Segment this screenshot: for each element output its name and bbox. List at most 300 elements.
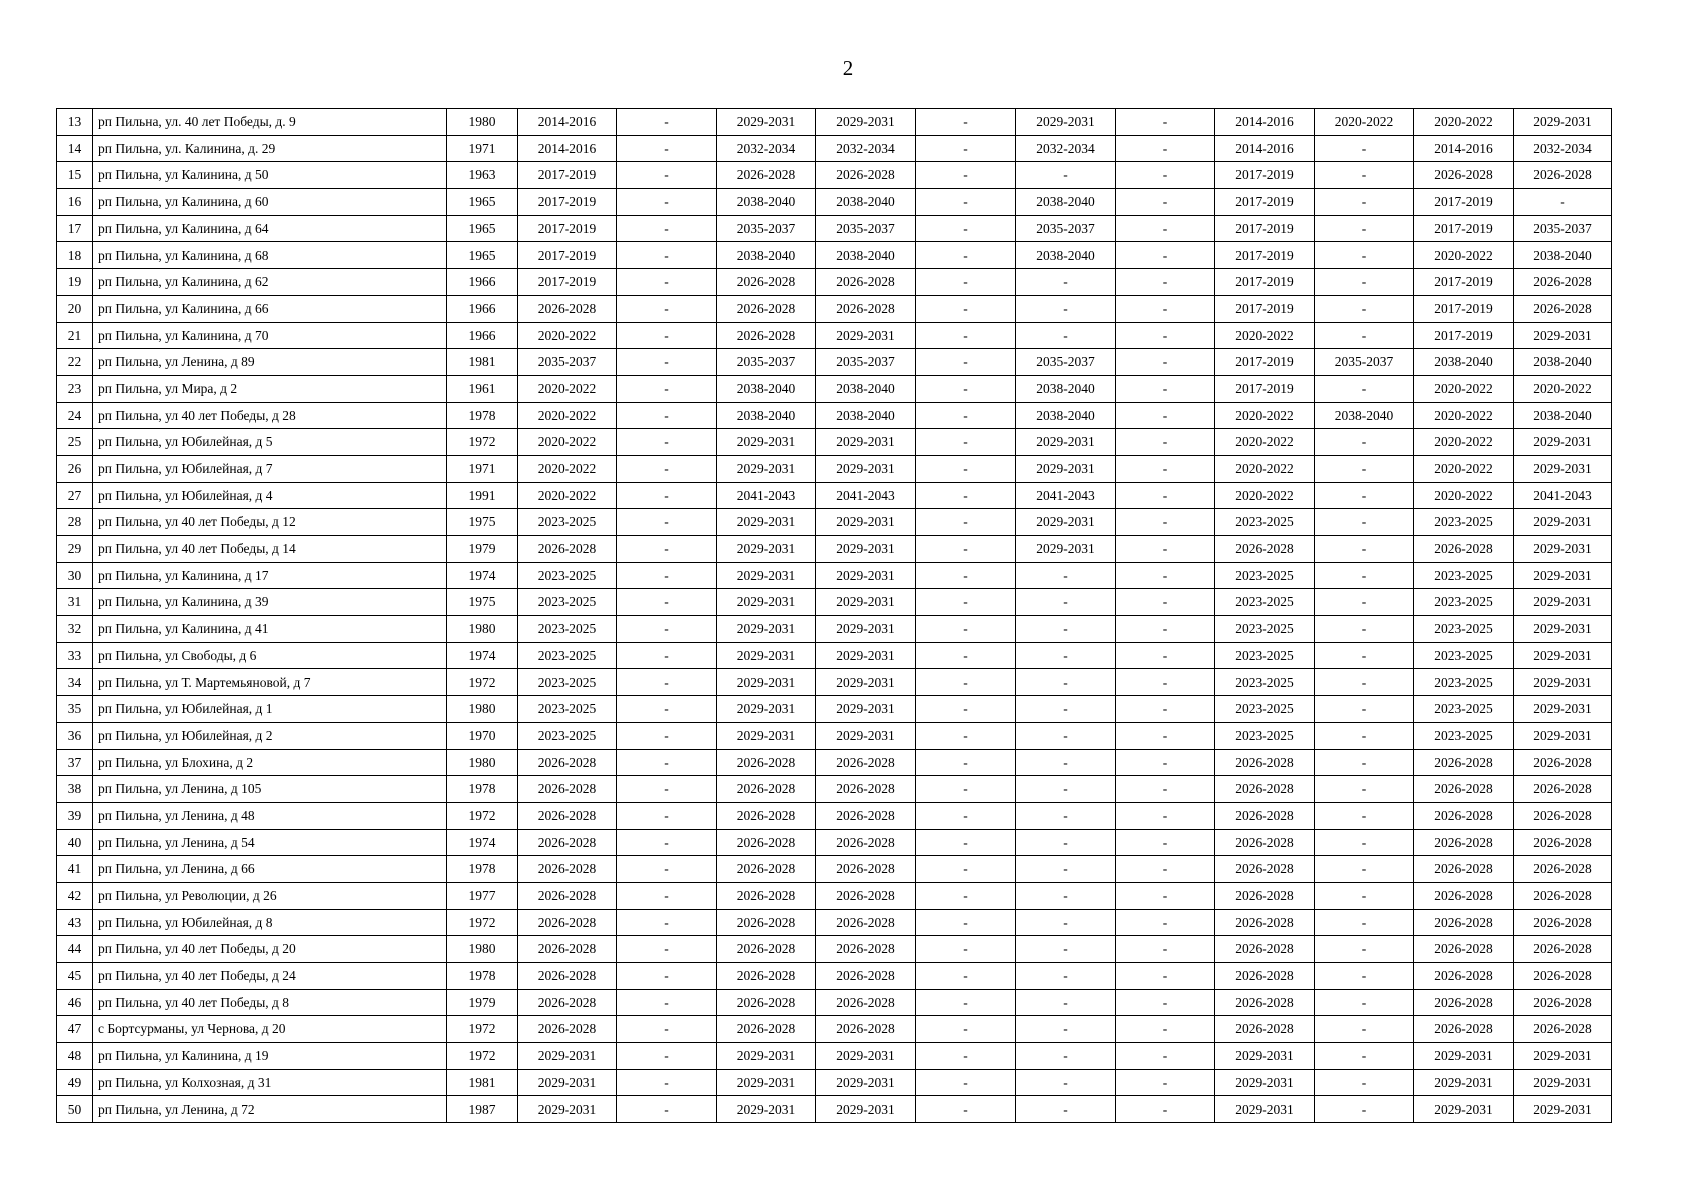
repair-period-cell: - <box>916 402 1016 429</box>
repair-period-cell: - <box>916 189 1016 216</box>
repair-period-cell: 2026-2028 <box>518 536 617 563</box>
repair-period-cell: 2026-2028 <box>1215 856 1315 883</box>
year-built-cell: 1963 <box>447 162 518 189</box>
repair-period-cell: - <box>916 1043 1016 1070</box>
repair-period-cell: 2026-2028 <box>816 856 916 883</box>
table-row <box>57 269 1612 296</box>
repair-period-cell: - <box>1116 642 1215 669</box>
repair-period-cell: 2023-2025 <box>518 696 617 723</box>
year-built-cell: 1975 <box>447 589 518 616</box>
row-number-cell: 35 <box>57 696 93 723</box>
row-number-cell: 19 <box>57 269 93 296</box>
table-row <box>57 295 1612 322</box>
repair-period-cell: - <box>1315 509 1414 536</box>
repair-period-cell: - <box>1116 562 1215 589</box>
repair-period-cell: 2017-2019 <box>1414 322 1514 349</box>
repair-period-cell: 2026-2028 <box>717 856 816 883</box>
table-row <box>57 562 1612 589</box>
row-number-cell: 38 <box>57 776 93 803</box>
repair-period-cell: 2026-2028 <box>518 776 617 803</box>
repair-period-cell: 2026-2028 <box>518 1016 617 1043</box>
year-built-cell: 1970 <box>447 722 518 749</box>
repair-period-cell: 2029-2031 <box>518 1069 617 1096</box>
repair-period-cell: - <box>1315 882 1414 909</box>
repair-period-cell: 2041-2043 <box>1016 482 1116 509</box>
repair-period-cell: 2029-2031 <box>1414 1069 1514 1096</box>
repair-period-cell: 2023-2025 <box>1414 642 1514 669</box>
repair-period-cell: 2035-2037 <box>1315 349 1414 376</box>
repair-period-cell: 2026-2028 <box>1215 776 1315 803</box>
repair-period-cell: - <box>617 1016 717 1043</box>
year-built-cell: 1978 <box>447 402 518 429</box>
repair-period-cell: - <box>1116 242 1215 269</box>
repair-period-cell: 2029-2031 <box>816 669 916 696</box>
repair-period-cell: - <box>1016 269 1116 296</box>
repair-period-cell: 2026-2028 <box>816 162 916 189</box>
repair-period-cell: - <box>617 856 717 883</box>
table-row <box>57 375 1612 402</box>
row-number-cell: 41 <box>57 856 93 883</box>
address-cell: рп Пильна, ул Мира, д 2 <box>93 375 447 402</box>
repair-period-cell: 2017-2019 <box>518 215 617 242</box>
repair-period-cell: - <box>916 349 1016 376</box>
year-built-cell: 1981 <box>447 349 518 376</box>
row-number-cell: 27 <box>57 482 93 509</box>
table-row <box>57 189 1612 216</box>
repair-period-cell: 2026-2028 <box>1514 856 1612 883</box>
table-row <box>57 1096 1612 1123</box>
repair-period-cell: 2029-2031 <box>816 722 916 749</box>
address-cell: рп Пильна, ул Юбилейная, д 4 <box>93 482 447 509</box>
table-row <box>57 536 1612 563</box>
repair-period-cell: - <box>1016 669 1116 696</box>
repair-period-cell: 2029-2031 <box>1414 1096 1514 1123</box>
table-row <box>57 429 1612 456</box>
repair-period-cell: 2026-2028 <box>717 749 816 776</box>
table-row <box>57 882 1612 909</box>
repair-period-cell: 2029-2031 <box>816 642 916 669</box>
repair-period-cell: - <box>617 536 717 563</box>
address-cell: рп Пильна, ул Ленина, д 66 <box>93 856 447 883</box>
repair-period-cell: 2026-2028 <box>717 882 816 909</box>
repair-period-cell: 2017-2019 <box>1215 189 1315 216</box>
repair-period-cell: - <box>1116 589 1215 616</box>
repair-period-cell: 2029-2031 <box>717 1069 816 1096</box>
repair-period-cell: - <box>617 135 717 162</box>
repair-period-cell: 2020-2022 <box>518 455 617 482</box>
repair-period-cell: - <box>916 669 1016 696</box>
address-cell: рп Пильна, ул Калинина, д 19 <box>93 1043 447 1070</box>
repair-period-cell: 2029-2031 <box>717 429 816 456</box>
repair-period-cell: 2026-2028 <box>816 776 916 803</box>
repair-period-cell: 2026-2028 <box>1414 882 1514 909</box>
repair-period-cell: 2029-2031 <box>1514 669 1612 696</box>
repair-period-cell: 2026-2028 <box>1414 1016 1514 1043</box>
repair-period-cell: 2023-2025 <box>518 642 617 669</box>
repair-period-cell: 2029-2031 <box>816 589 916 616</box>
repair-period-cell: 2032-2034 <box>1016 135 1116 162</box>
repair-period-cell: - <box>916 322 1016 349</box>
repair-period-cell: 2029-2031 <box>816 696 916 723</box>
repair-period-cell: - <box>617 455 717 482</box>
repair-period-cell: - <box>1116 402 1215 429</box>
repair-period-cell: 2026-2028 <box>717 989 816 1016</box>
repair-period-cell: 2026-2028 <box>717 322 816 349</box>
repair-period-cell: - <box>617 109 717 136</box>
repair-period-cell: 2035-2037 <box>1514 215 1612 242</box>
repair-period-cell: - <box>916 1096 1016 1123</box>
repair-period-cell: 2026-2028 <box>1414 856 1514 883</box>
year-built-cell: 1980 <box>447 936 518 963</box>
row-number-cell: 32 <box>57 616 93 643</box>
repair-period-cell: - <box>1116 1096 1215 1123</box>
repair-period-cell: - <box>1016 882 1116 909</box>
repair-period-cell: 2023-2025 <box>518 669 617 696</box>
repair-period-cell: 2017-2019 <box>518 189 617 216</box>
year-built-cell: 1980 <box>447 109 518 136</box>
repair-period-cell: - <box>617 989 717 1016</box>
repair-period-cell: 2026-2028 <box>518 829 617 856</box>
repair-period-cell: - <box>617 616 717 643</box>
table-row <box>57 749 1612 776</box>
repair-period-cell: 2035-2037 <box>717 215 816 242</box>
repair-period-cell: 2029-2031 <box>1016 429 1116 456</box>
repair-period-cell: - <box>617 429 717 456</box>
address-cell: рп Пильна, ул 40 лет Победы, д 28 <box>93 402 447 429</box>
year-built-cell: 1987 <box>447 1096 518 1123</box>
address-cell: рп Пильна, ул. 40 лет Победы, д. 9 <box>93 109 447 136</box>
row-number-cell: 37 <box>57 749 93 776</box>
repair-period-cell: - <box>617 215 717 242</box>
repair-period-cell: 2017-2019 <box>1215 295 1315 322</box>
repair-period-cell: - <box>1315 616 1414 643</box>
repair-period-cell: 2041-2043 <box>1514 482 1612 509</box>
row-number-cell: 23 <box>57 375 93 402</box>
repair-period-cell: 2026-2028 <box>717 909 816 936</box>
year-built-cell: 1975 <box>447 509 518 536</box>
repair-period-cell: 2035-2037 <box>518 349 617 376</box>
repair-period-cell: 2026-2028 <box>1514 936 1612 963</box>
repair-period-cell: 2029-2031 <box>1514 1096 1612 1123</box>
repair-period-cell: 2026-2028 <box>1215 829 1315 856</box>
repair-period-cell: - <box>1315 482 1414 509</box>
repair-period-cell: - <box>1315 536 1414 563</box>
repair-period-cell: 2020-2022 <box>1414 402 1514 429</box>
repair-period-cell: - <box>617 482 717 509</box>
year-built-cell: 1980 <box>447 749 518 776</box>
repair-period-cell: - <box>916 856 1016 883</box>
repair-period-cell: - <box>916 295 1016 322</box>
repair-period-cell: 2014-2016 <box>1414 135 1514 162</box>
repair-period-cell: 2017-2019 <box>518 242 617 269</box>
repair-period-cell: 2029-2031 <box>717 562 816 589</box>
repair-period-cell: - <box>1116 963 1215 990</box>
page-number: 2 <box>842 56 854 80</box>
repair-period-cell: 2029-2031 <box>1215 1096 1315 1123</box>
address-cell: рп Пильна, ул Калинина, д 68 <box>93 242 447 269</box>
address-cell: рп Пильна, ул Калинина, д 64 <box>93 215 447 242</box>
repair-period-cell: - <box>1116 776 1215 803</box>
repair-period-cell: - <box>1016 802 1116 829</box>
row-number-cell: 21 <box>57 322 93 349</box>
row-number-cell: 48 <box>57 1043 93 1070</box>
row-number-cell: 17 <box>57 215 93 242</box>
repair-period-cell: - <box>916 696 1016 723</box>
year-built-cell: 1971 <box>447 135 518 162</box>
repair-period-cell: 2029-2031 <box>816 429 916 456</box>
repair-period-cell: 2029-2031 <box>1514 696 1612 723</box>
repair-period-cell: - <box>1016 1016 1116 1043</box>
table-row <box>57 829 1612 856</box>
address-cell: рп Пильна, ул 40 лет Победы, д 20 <box>93 936 447 963</box>
repair-period-cell: 2017-2019 <box>1414 189 1514 216</box>
repair-period-cell: 2038-2040 <box>1315 402 1414 429</box>
address-cell: рп Пильна, ул Калинина, д 70 <box>93 322 447 349</box>
row-number-cell: 28 <box>57 509 93 536</box>
repair-period-cell: 2026-2028 <box>518 802 617 829</box>
table-row <box>57 936 1612 963</box>
repair-period-cell: - <box>617 162 717 189</box>
repair-period-cell: 2017-2019 <box>1414 295 1514 322</box>
repair-period-cell: - <box>1315 909 1414 936</box>
repair-period-cell: - <box>617 509 717 536</box>
repair-period-cell: - <box>1116 429 1215 456</box>
address-cell: рп Пильна, ул Калинина, д 60 <box>93 189 447 216</box>
address-cell: рп Пильна, ул Юбилейная, д 1 <box>93 696 447 723</box>
repair-period-cell: 2029-2031 <box>816 1043 916 1070</box>
repair-period-cell: 2029-2031 <box>1514 1043 1612 1070</box>
table-row <box>57 1069 1612 1096</box>
repair-period-cell: - <box>1116 909 1215 936</box>
repair-period-cell: 2023-2025 <box>1215 696 1315 723</box>
repair-period-cell: 2029-2031 <box>1514 616 1612 643</box>
repair-period-cell: 2023-2025 <box>1215 562 1315 589</box>
repair-period-cell: - <box>617 749 717 776</box>
address-cell: рп Пильна, ул 40 лет Победы, д 24 <box>93 963 447 990</box>
repair-period-cell: 2026-2028 <box>1414 909 1514 936</box>
repair-period-cell: 2023-2025 <box>518 562 617 589</box>
repair-period-cell: 2026-2028 <box>1414 749 1514 776</box>
repair-period-cell: 2038-2040 <box>1016 242 1116 269</box>
repair-period-cell: - <box>916 242 1016 269</box>
repair-period-cell: 2041-2043 <box>816 482 916 509</box>
row-number-cell: 20 <box>57 295 93 322</box>
repair-period-cell: 2026-2028 <box>717 269 816 296</box>
repair-period-cell: 2026-2028 <box>1514 295 1612 322</box>
table-row <box>57 722 1612 749</box>
repair-period-cell: 2023-2025 <box>518 509 617 536</box>
repair-period-cell: 2023-2025 <box>1414 616 1514 643</box>
repair-period-cell: - <box>1116 1069 1215 1096</box>
repair-period-cell: 2023-2025 <box>1215 616 1315 643</box>
repair-period-cell: 2026-2028 <box>1514 802 1612 829</box>
repair-period-cell: - <box>916 482 1016 509</box>
repair-period-cell: - <box>1116 536 1215 563</box>
repair-period-cell: - <box>1016 696 1116 723</box>
year-built-cell: 1974 <box>447 642 518 669</box>
year-built-cell: 1978 <box>447 856 518 883</box>
repair-period-cell: 2023-2025 <box>1215 722 1315 749</box>
repair-period-cell: - <box>1016 322 1116 349</box>
repair-period-cell: 2020-2022 <box>1414 455 1514 482</box>
row-number-cell: 46 <box>57 989 93 1016</box>
repair-period-cell: - <box>1016 589 1116 616</box>
repair-period-cell: 2026-2028 <box>1215 802 1315 829</box>
repair-period-cell: 2026-2028 <box>1514 269 1612 296</box>
repair-period-cell: 2020-2022 <box>1514 375 1612 402</box>
table-row <box>57 802 1612 829</box>
row-number-cell: 47 <box>57 1016 93 1043</box>
repair-period-cell: 2017-2019 <box>1414 269 1514 296</box>
year-built-cell: 1974 <box>447 829 518 856</box>
row-number-cell: 26 <box>57 455 93 482</box>
repair-period-cell: 2029-2031 <box>1514 536 1612 563</box>
table-row <box>57 989 1612 1016</box>
repair-period-cell: 2023-2025 <box>1215 509 1315 536</box>
repair-period-cell: - <box>916 375 1016 402</box>
repair-period-cell: - <box>1315 375 1414 402</box>
repair-period-cell: 2026-2028 <box>816 909 916 936</box>
repair-period-cell: 2023-2025 <box>1215 642 1315 669</box>
repair-period-cell: - <box>1315 295 1414 322</box>
repair-period-cell: 2026-2028 <box>1414 802 1514 829</box>
repair-period-cell: - <box>1116 322 1215 349</box>
year-built-cell: 1980 <box>447 696 518 723</box>
repair-period-cell: 2020-2022 <box>1215 402 1315 429</box>
repair-period-cell: - <box>916 269 1016 296</box>
repair-period-cell: - <box>617 189 717 216</box>
repair-period-cell: - <box>916 909 1016 936</box>
row-number-cell: 45 <box>57 963 93 990</box>
repair-period-cell: 2017-2019 <box>1215 215 1315 242</box>
repair-period-cell: 2029-2031 <box>1514 722 1612 749</box>
repair-period-cell: - <box>1315 322 1414 349</box>
repair-period-cell: - <box>1315 989 1414 1016</box>
row-number-cell: 39 <box>57 802 93 829</box>
repair-period-cell: - <box>916 135 1016 162</box>
repair-period-cell: - <box>1315 215 1414 242</box>
year-built-cell: 1972 <box>447 802 518 829</box>
repair-period-cell: 2017-2019 <box>1215 349 1315 376</box>
repair-period-cell: 2029-2031 <box>816 616 916 643</box>
repair-period-cell: - <box>916 963 1016 990</box>
year-built-cell: 1966 <box>447 295 518 322</box>
housing-repair-schedule-table <box>56 108 1612 1123</box>
repair-period-cell: - <box>1315 242 1414 269</box>
repair-period-cell: 2023-2025 <box>1414 589 1514 616</box>
table-row <box>57 616 1612 643</box>
address-cell: рп Пильна, ул 40 лет Победы, д 12 <box>93 509 447 536</box>
repair-period-cell: 2029-2031 <box>816 536 916 563</box>
repair-period-cell: - <box>1116 802 1215 829</box>
table-row <box>57 349 1612 376</box>
repair-period-cell: 2026-2028 <box>717 162 816 189</box>
row-number-cell: 43 <box>57 909 93 936</box>
table-row <box>57 1016 1612 1043</box>
repair-period-cell: 2035-2037 <box>816 349 916 376</box>
repair-period-cell: - <box>1315 936 1414 963</box>
repair-period-cell: - <box>916 1016 1016 1043</box>
repair-period-cell: 2038-2040 <box>1016 402 1116 429</box>
repair-period-cell: 2026-2028 <box>1215 989 1315 1016</box>
repair-period-cell: 2026-2028 <box>717 829 816 856</box>
repair-period-cell: - <box>1315 189 1414 216</box>
repair-period-cell: 2029-2031 <box>1016 509 1116 536</box>
year-built-cell: 1971 <box>447 455 518 482</box>
repair-period-cell: 2026-2028 <box>816 829 916 856</box>
repair-period-cell: - <box>617 776 717 803</box>
repair-period-cell: - <box>1116 722 1215 749</box>
repair-period-cell: - <box>1315 669 1414 696</box>
year-built-cell: 1972 <box>447 1016 518 1043</box>
repair-period-cell: - <box>916 882 1016 909</box>
row-number-cell: 42 <box>57 882 93 909</box>
row-number-cell: 30 <box>57 562 93 589</box>
repair-period-cell: 2026-2028 <box>816 989 916 1016</box>
repair-period-cell: 2026-2028 <box>518 963 617 990</box>
repair-period-cell: - <box>1016 295 1116 322</box>
address-cell: рп Пильна, ул. Калинина, д. 29 <box>93 135 447 162</box>
repair-period-cell: - <box>1116 882 1215 909</box>
repair-period-cell: 2026-2028 <box>518 749 617 776</box>
repair-period-cell: - <box>916 509 1016 536</box>
repair-period-cell: - <box>1116 482 1215 509</box>
repair-period-cell: 2029-2031 <box>1514 509 1612 536</box>
row-number-cell: 13 <box>57 109 93 136</box>
table-row <box>57 856 1612 883</box>
repair-period-cell: 2038-2040 <box>816 189 916 216</box>
row-number-cell: 34 <box>57 669 93 696</box>
year-built-cell: 1966 <box>447 269 518 296</box>
repair-period-cell: - <box>1116 349 1215 376</box>
repair-period-cell: 2041-2043 <box>717 482 816 509</box>
repair-period-cell: - <box>617 562 717 589</box>
address-cell: рп Пильна, ул Калинина, д 41 <box>93 616 447 643</box>
repair-period-cell: 2029-2031 <box>717 1043 816 1070</box>
repair-period-cell: - <box>617 375 717 402</box>
repair-period-cell: 2026-2028 <box>1514 882 1612 909</box>
repair-period-cell: 2029-2031 <box>1514 429 1612 456</box>
repair-period-cell: 2038-2040 <box>717 242 816 269</box>
repair-period-cell: - <box>916 642 1016 669</box>
address-cell: рп Пильна, ул Ленина, д 72 <box>93 1096 447 1123</box>
repair-period-cell: 2020-2022 <box>518 322 617 349</box>
repair-period-cell: - <box>1315 1096 1414 1123</box>
year-built-cell: 1965 <box>447 242 518 269</box>
row-number-cell: 40 <box>57 829 93 856</box>
year-built-cell: 1972 <box>447 909 518 936</box>
repair-period-cell: - <box>617 722 717 749</box>
address-cell: с Бортсурманы, ул Чернова, д 20 <box>93 1016 447 1043</box>
address-cell: рп Пильна, ул Колхозная, д 31 <box>93 1069 447 1096</box>
repair-period-cell: - <box>1116 215 1215 242</box>
address-cell: рп Пильна, ул Калинина, д 39 <box>93 589 447 616</box>
repair-period-cell: 2017-2019 <box>518 162 617 189</box>
address-cell: рп Пильна, ул Калинина, д 17 <box>93 562 447 589</box>
repair-period-cell: - <box>617 936 717 963</box>
repair-period-cell: 2026-2028 <box>717 776 816 803</box>
repair-period-cell: 2029-2031 <box>717 536 816 563</box>
repair-period-cell: - <box>1116 135 1215 162</box>
repair-period-cell: 2020-2022 <box>1215 455 1315 482</box>
repair-period-cell: 2032-2034 <box>717 135 816 162</box>
repair-period-cell: 2026-2028 <box>1215 536 1315 563</box>
repair-period-cell: - <box>1116 162 1215 189</box>
repair-period-cell: 2029-2031 <box>717 722 816 749</box>
repair-period-cell: 2029-2031 <box>1414 1043 1514 1070</box>
repair-period-cell: 2020-2022 <box>1414 375 1514 402</box>
repair-period-cell: 2026-2028 <box>518 936 617 963</box>
